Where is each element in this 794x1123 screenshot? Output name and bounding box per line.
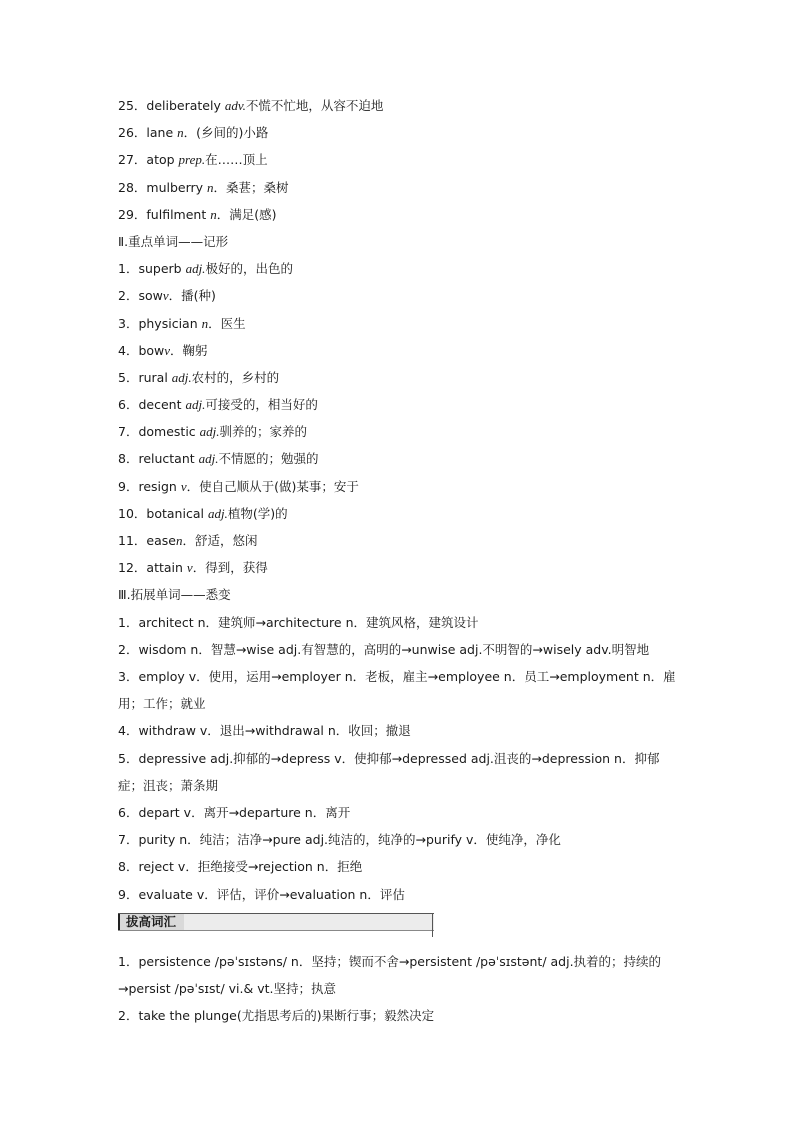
key-word-list [118,255,680,581]
advanced-vocab-banner [118,912,680,942]
advanced-vocab-label: 拔高词汇 [118,914,184,930]
vocab-line: 4．bowv．鞠躬 [118,342,208,358]
vocab-line: 1．superb adj.极好的，出色的 [118,261,293,277]
vocab-line: 26．lane n．(乡间的)小路 [118,125,269,141]
advanced-word-list [118,948,680,1030]
vocab-line: 2．take the plunge(尤指思考后的)果断行事；毅然决定 [118,1008,435,1024]
vocab-line: 5．rural adj.农村的，乡村的 [118,369,280,385]
vocab-line: 4．withdraw v．退出→withdrawal n．收回；撤退 [118,723,411,739]
vocab-line: 6．depart v．离开→departure n．离开 [118,804,351,820]
vocab-line: 7．domestic adj.驯养的；家养的 [118,424,308,440]
vocab-line: 3．physician n．医生 [118,315,246,331]
vocab-line: 25．deliberately adv.不慌不忙地，从容不迫地 [118,98,384,113]
vocab-line: 7．purity n．纯洁；洁净→pure adj.纯洁的，纯净的→purify v．使纯净，净化 [118,832,561,848]
word-list-continued [118,92,680,228]
banner-end-rule [432,913,433,937]
vocab-line: 1．architect n．建筑师→architecture n．建筑风格，建筑设计 [118,614,479,630]
vocab-line: 8．reluctant adj.不情愿的；勉强的 [118,451,319,467]
vocab-line: 2．wisdom n．智慧→wise adj.有智慧的，高明的→unwise adj.不明智的→wisely adv.明智地 [118,641,650,657]
vocab-line: 5．depressive adj.抑郁的→depress v．使抑郁→depressed adj.沮丧的→depression n．抑郁症；沮丧；萧条期 [118,750,660,793]
vocab-line: 11．easen．舒适，悠闲 [118,533,258,548]
vocab-line: 8．reject v．拒绝接受→rejection n．拒绝 [118,859,363,875]
document-page [118,92,680,1029]
vocab-line: 28．mulberry n．桑葚；桑树 [118,179,289,195]
vocab-line: 9．evaluate v．评估，评价→evaluation n．评估 [118,886,405,902]
vocab-line: 12．attain v．得到，获得 [118,560,268,576]
section-heading-key-words: Ⅱ.重点单词——记形 [118,233,229,249]
vocab-line: 2．sowv．播(种) [118,288,216,304]
extended-word-list [118,609,680,908]
vocab-line: 27．atop prep.在……顶上 [118,152,268,168]
vocab-line: 10．botanical adj.植物(学)的 [118,505,288,521]
vocab-line: 1．persistence /pəˈsɪstəns/ n．坚持；锲而不舍→persistent /pəˈsɪstənt/ adj.执着的；持续的→persist /pəˈsɪst/ vi.& vt.坚持；执意 [118,953,662,996]
vocab-line: 9．resign v．使自己顺从于(做)某事；安于 [118,478,359,494]
vocab-line: 3．employ v．使用，运用→employer n．老板，雇主→employee n．员工→employment n．雇用；工作；就业 [118,668,676,712]
vocab-line: 29．fulfilment n．满足(感) [118,206,277,222]
vocab-line: 6．decent adj.可接受的，相当好的 [118,397,318,413]
banner-rule [118,930,434,931]
section-heading-extended-words: Ⅲ.拓展单词——悉变 [118,587,231,603]
